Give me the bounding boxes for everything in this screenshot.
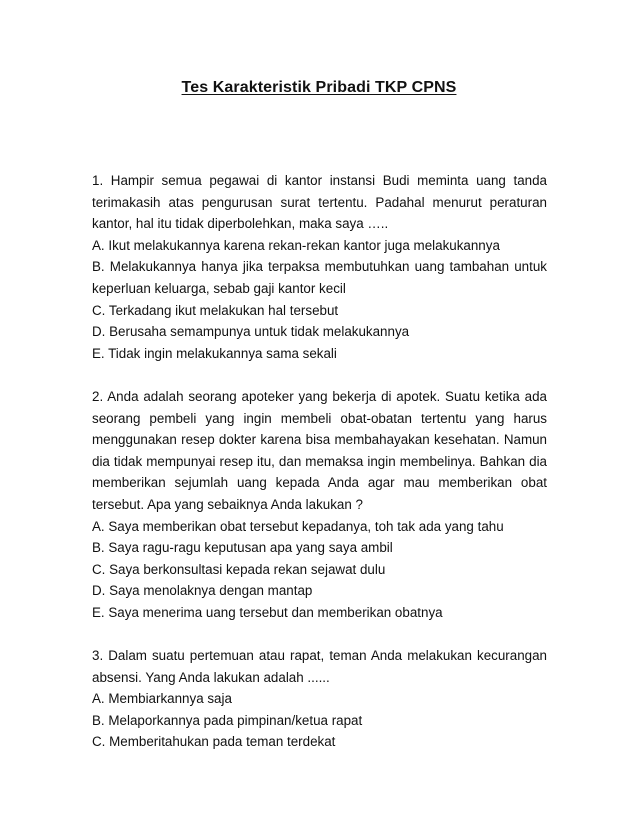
- option-a: A. Membiarkannya saja: [92, 691, 232, 707]
- option-b: B. Melakukannya hanya jika terpaksa membutuhkan uang tambahan untuk keperluan keluarga, sebab gaji kantor kecil: [92, 259, 547, 296]
- option-c: C. Terkadang ikut melakukan hal tersebut: [92, 302, 339, 318]
- option-c: C. Saya berkonsultasi kepada rekan sejawat dulu: [92, 561, 386, 577]
- option-d: D. Saya menolaknya dengan mantap: [92, 583, 313, 599]
- question-3: [92, 645, 547, 753]
- option-b: B. Saya ragu-ragu keputusan apa yang saya ambil: [92, 540, 393, 556]
- option-e: E. Saya menerima uang tersebut dan memberikan obatnya: [92, 604, 443, 620]
- option-e: E. Tidak ingin melakukannya sama sekali: [92, 345, 337, 361]
- question-text: 2. Anda adalah seorang apoteker yang bekerja di apotek. Suatu ketika ada seorang pembeli yang ingin membeli obat-obatan tertentu yang harus menggunakan resep dokter karena bisa membahayakan kesehatan. Namun dia tidak mempunyai resep itu, dan memaksa ingin membelinya. Bahkan dia memberikan sejumlah uang kepada Anda agar mau memberikan obat tersebut. Apa yang sebaiknya Anda lakukan ?: [92, 388, 547, 512]
- question-list: [92, 170, 547, 775]
- option-c: C. Memberitahukan pada teman terdekat: [92, 734, 336, 750]
- question-2: [92, 386, 547, 624]
- option-a: A. Saya memberikan obat tersebut kepadanya, toh tak ada yang tahu: [92, 518, 504, 534]
- option-a: A. Ikut melakukannya karena rekan-rekan kantor juga melakukannya: [92, 237, 500, 253]
- question-text: 3. Dalam suatu pertemuan atau rapat, teman Anda melakukan kecurangan absensi. Yang Anda lakukan adalah ......: [92, 648, 547, 685]
- question-text: 1. Hampir semua pegawai di kantor instansi Budi meminta uang tanda terimakasih atas pengurusan surat tertentu. Padahal menurut peraturan kantor, hal itu tidak diperbolehkan, maka saya …..: [92, 173, 547, 232]
- document-title: Tes Karakteristik Pribadi TKP CPNS: [181, 79, 457, 96]
- option-b: B. Melaporkannya pada pimpinan/ketua rapat: [92, 712, 363, 728]
- question-1: [92, 170, 547, 364]
- option-d: D. Berusaha semampunya untuk tidak melakukannya: [92, 324, 410, 340]
